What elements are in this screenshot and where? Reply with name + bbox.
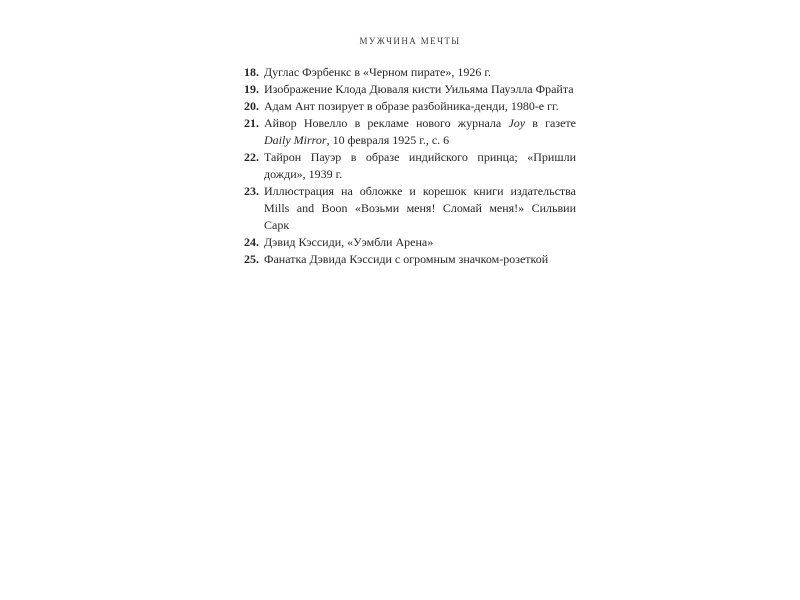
list-item-text [264, 234, 576, 251]
list-item [244, 251, 576, 268]
list-item [244, 183, 576, 234]
list-item-line: Адам Ант позирует в образе разбойника-денди, 1980-е гг. [264, 99, 559, 113]
list-item-number: 18. [244, 65, 259, 79]
list-item-line: Иллюстрация на обложке и корешок книги издательства [264, 184, 576, 198]
list-item-line: Daily Mirror, 10 февраля 1925 г., с. 6 [264, 133, 450, 147]
list-item-line: Фанатка Дэвида Кэссиди с огромным значком-розеткой [264, 252, 549, 266]
list-item-line: Айвор Новелло в рекламе нового журнала Joy в газете [264, 116, 576, 130]
list-item-number: 20. [244, 99, 259, 113]
list-item-number: 22. [244, 150, 259, 164]
list-item [244, 81, 576, 98]
list-item-line: Изображение Клода Дюваля кисти Уильяма Пауэлла Фрайта [264, 82, 574, 96]
list-item-number: 23. [244, 184, 259, 198]
illustration-list [244, 64, 576, 268]
list-item-number: 19. [244, 82, 259, 96]
list-item-line: Дуглас Фэрбенкс в «Черном пирате», 1926 г. [264, 65, 491, 79]
list-item-text [264, 98, 576, 115]
list-item-text [264, 64, 576, 81]
list-item-line: Сарк [264, 218, 290, 232]
list-item-number: 21. [244, 116, 259, 130]
list-item-text [264, 81, 576, 98]
list-item-line: Тайрон Пауэр в образе индийского принца; «Пришли [264, 150, 576, 164]
list-item-line: Дэвид Кэссиди, «Уэмбли Арена» [264, 235, 434, 249]
list-item-text [264, 251, 576, 268]
list-item-number: 24. [244, 235, 259, 249]
list-item [244, 98, 576, 115]
list-item [244, 64, 576, 81]
list-item-text [264, 115, 576, 149]
list-item-text [264, 149, 576, 183]
running-head: МУЖЧИНА МЕЧТЫ [359, 36, 461, 46]
list-item [244, 234, 576, 251]
list-item [244, 115, 576, 149]
list-item-line: дожди», 1939 г. [264, 167, 343, 181]
list-item-text [264, 183, 576, 234]
list-item [244, 149, 576, 183]
list-item-number: 25. [244, 252, 259, 266]
list-item-line: Mills and Boon «Возьми меня! Сломай меня!» Сильвии [264, 201, 576, 215]
